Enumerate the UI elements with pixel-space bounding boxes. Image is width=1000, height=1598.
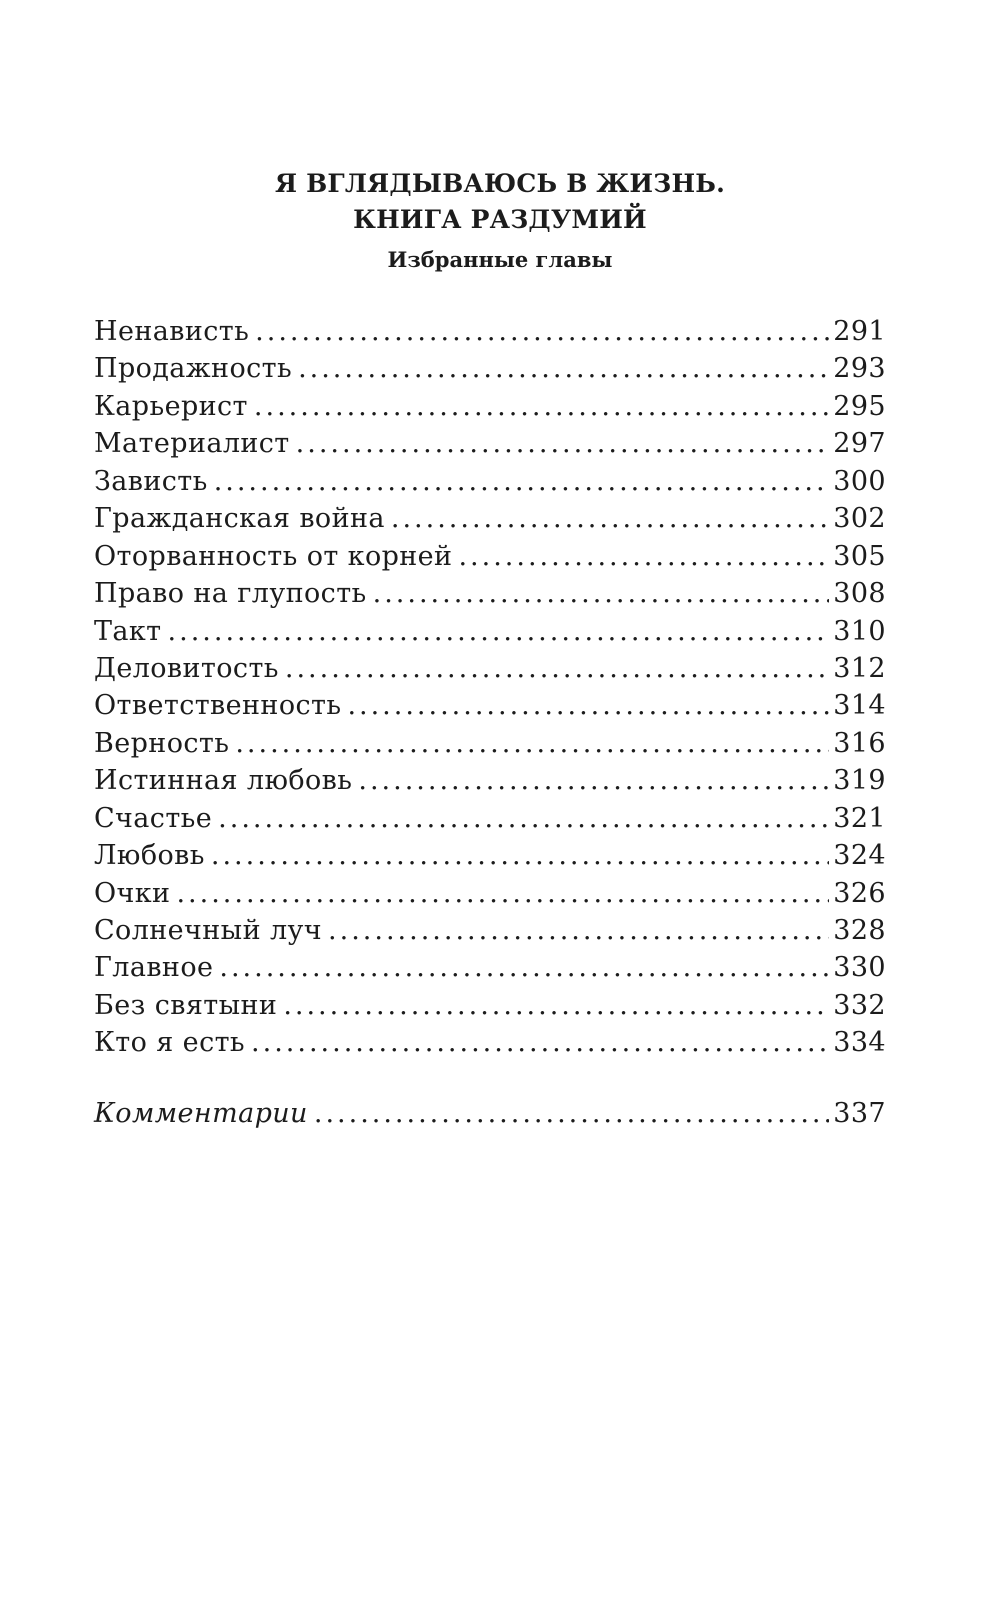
toc-entry-page: 295 <box>833 390 886 422</box>
toc-entry-page: 334 <box>833 1027 886 1059</box>
dot-leader <box>358 762 829 799</box>
toc-entry-page: 293 <box>833 353 886 385</box>
dot-leader <box>283 987 829 1024</box>
toc-entry-page: 297 <box>833 428 886 460</box>
dot-leader <box>347 687 829 724</box>
toc-entry[interactable] <box>94 687 886 724</box>
toc-entry-page: 326 <box>833 877 886 909</box>
table-of-contents <box>94 313 886 1062</box>
toc-entry-title: Главное <box>94 952 214 984</box>
toc-entry-title: Ненависть <box>94 316 250 347</box>
dot-leader <box>458 538 829 575</box>
toc-entry[interactable] <box>94 388 886 425</box>
toc-entry-title: Гражданская война <box>94 503 385 535</box>
toc-entry[interactable] <box>94 350 886 387</box>
toc-entry-title: Истинная любовь <box>94 765 353 797</box>
toc-entry-page: 305 <box>833 540 886 572</box>
toc-entry-title: Кто я есть <box>94 1027 246 1059</box>
toc-entry-comments[interactable] <box>94 1095 886 1132</box>
toc-entry[interactable] <box>94 613 886 650</box>
dot-leader <box>218 800 829 837</box>
dot-leader <box>254 388 829 425</box>
comments-page: 337 <box>833 1098 886 1129</box>
toc-entry[interactable] <box>94 500 886 537</box>
dot-leader <box>176 875 829 912</box>
toc-entry-title: Оторванность от корней <box>94 540 453 572</box>
dot-leader <box>285 650 829 687</box>
dot-leader <box>373 575 830 612</box>
toc-entry[interactable] <box>94 875 886 912</box>
toc-entry-page: 321 <box>833 802 886 834</box>
toc-entry-page: 308 <box>833 578 886 610</box>
toc-entry-title: Счастье <box>94 802 213 834</box>
toc-entry-title: Материалист <box>94 428 290 460</box>
toc-entry-title: Продажность <box>94 353 293 385</box>
toc-entry-title: Без святыни <box>94 989 278 1021</box>
dot-leader <box>211 837 829 874</box>
toc-entry-page: 312 <box>833 652 886 684</box>
dot-leader <box>251 1024 829 1061</box>
dot-leader <box>214 463 830 500</box>
toc-entry[interactable] <box>94 762 886 799</box>
toc-entry-title: Право на глупость <box>94 578 367 610</box>
toc-entry[interactable] <box>94 800 886 837</box>
toc-entry-page: 302 <box>833 503 886 535</box>
toc-entry-title: Ответственность <box>94 690 342 722</box>
dot-leader <box>391 500 829 537</box>
section-subtitle: Избранные главы <box>387 247 613 272</box>
toc-entry[interactable] <box>94 425 886 462</box>
toc-entry[interactable] <box>94 1024 886 1061</box>
comments-title: Комментарии <box>94 1098 308 1129</box>
toc-entry-page: 314 <box>833 690 886 722</box>
toc-entry-title: Верность <box>94 727 230 759</box>
toc-entry-page: 316 <box>833 727 886 759</box>
toc-entry-title: Очки <box>94 877 171 909</box>
toc-entry-page: 332 <box>833 989 886 1021</box>
toc-entry-title: Зависть <box>94 465 208 497</box>
toc-entry-page: 291 <box>833 316 886 347</box>
section-title-line-1: Я ВГЛЯДЫВАЮСЬ В ЖИЗНЬ. <box>274 169 726 198</box>
dot-leader <box>298 350 829 387</box>
toc-entry-page: 324 <box>833 840 886 872</box>
toc-entry-title: Карьерист <box>94 390 248 422</box>
toc-entry[interactable] <box>94 949 886 986</box>
dot-leader <box>296 425 830 462</box>
dot-leader <box>255 313 829 350</box>
toc-entry[interactable] <box>94 725 886 762</box>
dot-leader <box>235 725 829 762</box>
toc-entry-title: Любовь <box>94 840 205 872</box>
toc-entry-page: 328 <box>833 915 886 946</box>
toc-entry[interactable] <box>94 575 886 612</box>
dot-leader <box>314 1095 829 1132</box>
section-title-line-2: КНИГА РАЗДУМИЙ <box>353 205 647 234</box>
toc-entry[interactable] <box>94 463 886 500</box>
dot-leader <box>219 949 829 986</box>
comments-entry-block <box>94 1095 886 1132</box>
toc-entry[interactable] <box>94 987 886 1024</box>
dot-leader <box>328 912 829 949</box>
toc-entry[interactable] <box>94 313 886 350</box>
toc-entry-page: 330 <box>833 952 886 984</box>
toc-entry-page: 300 <box>833 465 886 497</box>
dot-leader <box>168 613 830 650</box>
toc-entry-page: 319 <box>833 765 886 797</box>
toc-entry[interactable] <box>94 650 886 687</box>
toc-entry-title: Солнечный луч <box>94 915 323 946</box>
toc-entry[interactable] <box>94 912 886 949</box>
toc-entry-title: Деловитость <box>94 652 279 684</box>
toc-entry[interactable] <box>94 837 886 874</box>
toc-entry[interactable] <box>94 538 886 575</box>
toc-entry-title: Такт <box>94 615 162 647</box>
toc-entry-page: 310 <box>833 615 886 647</box>
